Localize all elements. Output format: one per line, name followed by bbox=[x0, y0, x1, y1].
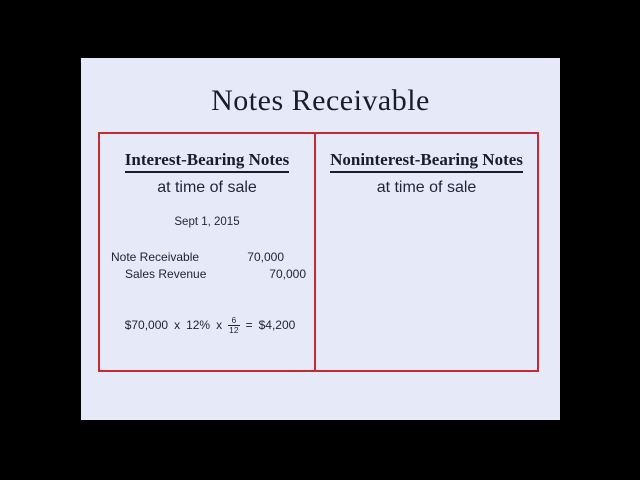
formula-rate: 12% bbox=[186, 318, 211, 333]
column-header-label: Interest-Bearing Notes bbox=[125, 150, 289, 173]
journal-account-name: Note Receivable bbox=[111, 250, 200, 264]
column-interest-bearing bbox=[100, 134, 314, 370]
journal-row-debit bbox=[100, 250, 314, 265]
column-noninterest-bearing bbox=[316, 134, 537, 370]
formula-principal: $70,000 bbox=[124, 318, 169, 333]
formula-result: $4,200 bbox=[258, 318, 296, 333]
formula-equals-sign: = bbox=[245, 318, 253, 333]
formula-multiply-sign: x bbox=[174, 318, 181, 333]
formula-time-fraction bbox=[228, 316, 239, 335]
fraction-denominator: 12 bbox=[229, 324, 239, 335]
comparison-table bbox=[98, 132, 539, 372]
column-subheader: at time of sale bbox=[376, 179, 477, 196]
column-header bbox=[316, 150, 537, 173]
presentation-slide bbox=[81, 58, 560, 420]
journal-account-name: Sales Revenue bbox=[125, 267, 207, 281]
column-header bbox=[100, 150, 314, 173]
column-header-label: Noninterest-Bearing Notes bbox=[330, 150, 523, 173]
slide-title: Notes Receivable bbox=[211, 84, 430, 117]
formula-multiply-sign: x bbox=[216, 318, 223, 333]
interest-calculation-formula bbox=[103, 316, 317, 335]
fraction-numerator: 6 bbox=[231, 315, 237, 325]
journal-row-credit bbox=[100, 267, 314, 282]
journal-credit-amount: 70,000 bbox=[269, 267, 306, 281]
journal-debit-amount: 70,000 bbox=[247, 250, 284, 264]
column-subheader: at time of sale bbox=[157, 179, 257, 196]
journal-entry-date: Sept 1, 2015 bbox=[174, 216, 240, 228]
